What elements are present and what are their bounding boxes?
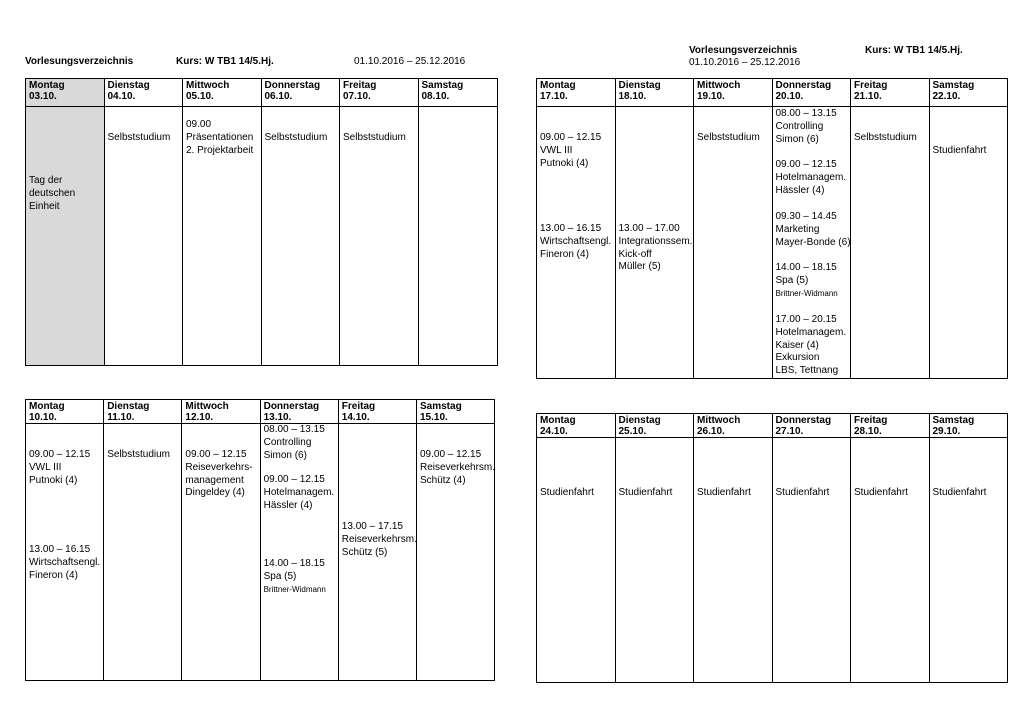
schedule-entry (933, 487, 1007, 500)
entry-line: Hotelmanagem. (263, 486, 335, 498)
entry-lecturer-small: Brittner-Widmann (263, 584, 326, 594)
schedule-entry (776, 159, 849, 197)
day-column (262, 79, 341, 365)
day-date: 24.10. (540, 426, 568, 437)
entry-line: Kick-off (618, 248, 652, 260)
entry-line: Reiseverkehrsm. (420, 461, 496, 473)
schedule-entry (540, 223, 613, 261)
schedule-entry (540, 487, 613, 500)
day-header (183, 79, 261, 107)
day-date: 11.10. (107, 412, 135, 423)
day-column (105, 79, 184, 365)
day-date: 29.10. (932, 426, 961, 437)
day-name: Freitag (854, 80, 888, 91)
entry-line: 14.00 – 18.15 (775, 262, 837, 273)
day-header (930, 414, 1009, 438)
day-name: Dienstag (618, 80, 661, 91)
day-date: 20.10. (775, 91, 804, 102)
day-column (930, 414, 1009, 682)
day-name: Donnerstag (263, 401, 320, 412)
day-header (26, 79, 104, 107)
entry-line: 09.00 – 12.15 (29, 449, 91, 460)
schedule-entry (619, 487, 692, 500)
entry-line: Einheit (29, 200, 60, 212)
day-column (851, 414, 930, 682)
day-column (261, 400, 339, 680)
entry-line: Putnoki (4) (29, 474, 78, 486)
entry-line: management (185, 474, 244, 486)
week-table-3 (536, 78, 1008, 379)
entry-line: LBS, Tettnang (775, 365, 839, 377)
schedule-entry (341, 521, 417, 559)
entry-line: 09.00 – 12.15 (775, 159, 837, 170)
entry-line: Integrationssem. (618, 235, 693, 247)
entry-line: 13.00 – 16.15 (29, 544, 91, 555)
entry-line: 17.00 – 20.15 (775, 314, 837, 325)
entry-line: Schütz (4) (420, 474, 466, 486)
day-name: Montag (540, 80, 576, 91)
day-name: Donnerstag (775, 80, 832, 91)
schedule-entry (697, 487, 770, 500)
day-column (339, 400, 417, 680)
day-column (183, 79, 262, 365)
day-date: 13.10. (263, 412, 292, 423)
header-right-kurs: Kurs: W TB1 14/5.Hj. (865, 45, 963, 56)
header-right-range: 01.10.2016 – 25.12.2016 (689, 57, 801, 68)
day-name: Dienstag (618, 415, 661, 426)
entry-line: Studienfahrt (854, 487, 908, 498)
entry-line: Studienfahrt (932, 487, 987, 498)
day-column (26, 400, 104, 680)
entry-line: Präsentationen (186, 131, 254, 143)
entry-line: VWL III (29, 461, 62, 473)
day-column (773, 79, 852, 378)
day-header (537, 414, 615, 438)
entry-line: 09.00 – 12.15 (540, 132, 602, 143)
day-header (104, 400, 181, 424)
day-date: 19.10. (697, 91, 725, 102)
schedule-entry (540, 132, 613, 170)
entry-line: Hotelmanagem. (775, 171, 847, 183)
day-name: Donnerstag (264, 80, 321, 91)
entry-line: Putnoki (4) (540, 157, 589, 169)
day-header (773, 414, 851, 438)
day-name: Montag (29, 401, 65, 412)
entry-line: Studienfahrt (618, 487, 673, 498)
day-column (616, 79, 695, 378)
day-column (851, 79, 930, 378)
day-header (616, 79, 694, 107)
schedule-entry (264, 424, 336, 462)
day-column (537, 79, 616, 378)
day-name: Montag (29, 80, 65, 91)
schedule-entry (343, 132, 416, 145)
schedule-entry (776, 262, 849, 300)
schedule-entry (107, 449, 179, 462)
day-name: Mittwoch (185, 401, 229, 412)
day-date: 03.10. (29, 91, 57, 102)
day-name: Freitag (341, 401, 376, 412)
day-name: Dienstag (107, 80, 150, 91)
week-table-1 (25, 78, 498, 366)
day-header (616, 414, 694, 438)
schedule-entry (776, 211, 849, 249)
schedule-entry (697, 132, 770, 145)
day-name: Mittwoch (697, 80, 741, 91)
entry-line: 13.00 – 17.00 (618, 223, 680, 234)
entry-line: Selbststudium (854, 132, 917, 143)
day-header (26, 400, 103, 424)
day-column (104, 400, 182, 680)
entry-line: Studienfahrt (697, 487, 751, 498)
day-name: Samstag (932, 80, 975, 91)
day-date: 05.10. (186, 91, 214, 102)
entry-line: Tag der (29, 175, 63, 186)
entry-line: Exkursion (775, 352, 820, 364)
day-header (262, 79, 340, 107)
entry-line: Spa (5) (775, 274, 809, 286)
entry-line: Schütz (5) (341, 546, 388, 558)
entry-line: 09.00 – 12.15 (185, 449, 247, 460)
entry-line: Selbststudium (343, 132, 406, 143)
day-date: 28.10. (854, 426, 882, 437)
header-right-title: Vorlesungsverzeichnis (689, 45, 798, 56)
week-table-4 (536, 413, 1008, 683)
entry-line: Hässler (4) (263, 499, 313, 511)
entry-line: Selbststudium (107, 449, 170, 460)
day-date: 06.10. (264, 91, 293, 102)
day-column (537, 414, 616, 682)
entry-line: Dingeldey (4) (185, 487, 245, 499)
day-column (616, 414, 695, 682)
day-column (26, 79, 105, 365)
entry-line: Selbststudium (264, 132, 328, 143)
day-column (417, 400, 495, 680)
entry-lecturer-small: Brittner-Widmann (775, 288, 838, 298)
entry-line: Hotelmanagem. (775, 326, 847, 338)
schedule-entry (854, 132, 927, 145)
day-column (930, 79, 1009, 378)
day-name: Mittwoch (186, 80, 230, 91)
entry-line: Controlling (775, 120, 824, 132)
week-table-2 (25, 399, 495, 681)
day-header (851, 79, 929, 107)
schedule-entry (29, 544, 101, 582)
entry-line: Studienfahrt (775, 487, 830, 498)
entry-line: 09.00 – 12.15 (420, 449, 482, 460)
day-header (419, 79, 498, 107)
day-date: 17.10. (540, 91, 568, 102)
day-name: Samstag (932, 415, 975, 426)
day-header (340, 79, 418, 107)
day-column (694, 79, 773, 378)
day-header (105, 79, 183, 107)
day-header (773, 79, 851, 107)
schedule-entry (108, 132, 181, 145)
entry-line: 13.00 – 16.15 (540, 223, 602, 234)
entry-line: 14.00 – 18.15 (263, 558, 325, 569)
day-column (419, 79, 498, 365)
entry-line: VWL III (540, 144, 573, 156)
entry-line: 09.00 – 12.15 (263, 474, 325, 485)
schedule-entry (933, 145, 1007, 158)
entry-line: Controlling (263, 436, 312, 448)
schedule-entry (776, 487, 849, 500)
day-date: 22.10. (932, 91, 961, 102)
day-date: 18.10. (618, 91, 647, 102)
day-header (537, 79, 615, 107)
day-name: Freitag (854, 415, 888, 426)
entry-line: Wirtschaftsengl. (540, 235, 612, 247)
entry-line: 2. Projektarbeit (186, 144, 254, 156)
entry-line: Kaiser (4) (775, 339, 819, 351)
schedule-entry (854, 487, 927, 500)
day-date: 15.10. (420, 412, 448, 423)
schedule-entry (186, 119, 259, 157)
day-column (773, 414, 852, 682)
day-date: 27.10. (775, 426, 804, 437)
entry-line: Studienfahrt (932, 145, 987, 156)
day-column (340, 79, 419, 365)
day-header (261, 400, 338, 424)
entry-line: Simon (6) (263, 449, 307, 461)
day-header (694, 414, 772, 438)
day-date: 04.10. (107, 91, 136, 102)
schedule-entry (185, 449, 257, 500)
entry-line: Marketing (775, 223, 820, 235)
day-date: 25.10. (618, 426, 647, 437)
day-date: 12.10. (185, 412, 214, 423)
day-name: Samstag (420, 401, 462, 412)
entry-line: Fineron (4) (29, 569, 78, 581)
entry-line: Reiseverkehrs- (185, 461, 253, 473)
day-name: Mittwoch (697, 415, 741, 426)
day-date: 26.10. (697, 426, 725, 437)
entry-line: 13.00 – 17.15 (341, 521, 403, 532)
entry-line: Spa (5) (263, 570, 297, 582)
day-date: 21.10. (854, 91, 882, 102)
entry-line: 08.00 – 13.15 (263, 424, 325, 435)
day-header (930, 79, 1009, 107)
day-name: Donnerstag (775, 415, 832, 426)
schedule-entry (29, 175, 102, 213)
day-header (851, 414, 929, 438)
schedule-entry (420, 449, 496, 487)
entry-line: Fineron (4) (540, 248, 589, 260)
header-left-title: Vorlesungsverzeichnis (25, 56, 134, 67)
day-header (182, 400, 259, 424)
entry-line: Hässler (4) (775, 184, 825, 196)
day-date: 10.10. (29, 412, 57, 423)
header-left-kurs: Kurs: W TB1 14/5.Hj. (176, 56, 274, 67)
day-header (339, 400, 416, 424)
day-header (694, 79, 772, 107)
entry-line: Wirtschaftsengl. (29, 556, 101, 568)
day-name: Samstag (421, 80, 464, 91)
entry-line: Müller (5) (618, 261, 661, 273)
day-date: 08.10. (421, 91, 450, 102)
entry-line: Simon (6) (775, 133, 819, 145)
entry-line: 08.00 – 13.15 (775, 108, 837, 119)
entry-line: deutschen (29, 187, 76, 199)
schedule-entry (264, 558, 336, 596)
entry-line: Studienfahrt (540, 487, 594, 498)
schedule-entry (264, 474, 336, 512)
entry-line: 09.00 (186, 119, 212, 130)
day-name: Freitag (343, 80, 377, 91)
schedule-entry (29, 449, 101, 487)
schedule-entry (619, 223, 692, 274)
day-date: 14.10. (341, 412, 370, 423)
day-name: Montag (540, 415, 576, 426)
day-header (417, 400, 495, 424)
entry-line: Selbststudium (107, 132, 171, 143)
entry-line: 09.30 – 14.45 (775, 211, 837, 222)
day-column (182, 400, 260, 680)
entry-line: Reiseverkehrsm. (341, 533, 417, 545)
entry-line: Selbststudium (697, 132, 760, 143)
header-left-range: 01.10.2016 – 25.12.2016 (354, 56, 466, 67)
day-name: Dienstag (107, 401, 150, 412)
entry-line: Mayer-Bonde (6) (775, 236, 851, 248)
day-date: 07.10. (343, 91, 371, 102)
schedule-entry (776, 108, 849, 146)
schedule-entry (776, 314, 849, 378)
day-column (694, 414, 773, 682)
schedule-entry (265, 132, 338, 145)
